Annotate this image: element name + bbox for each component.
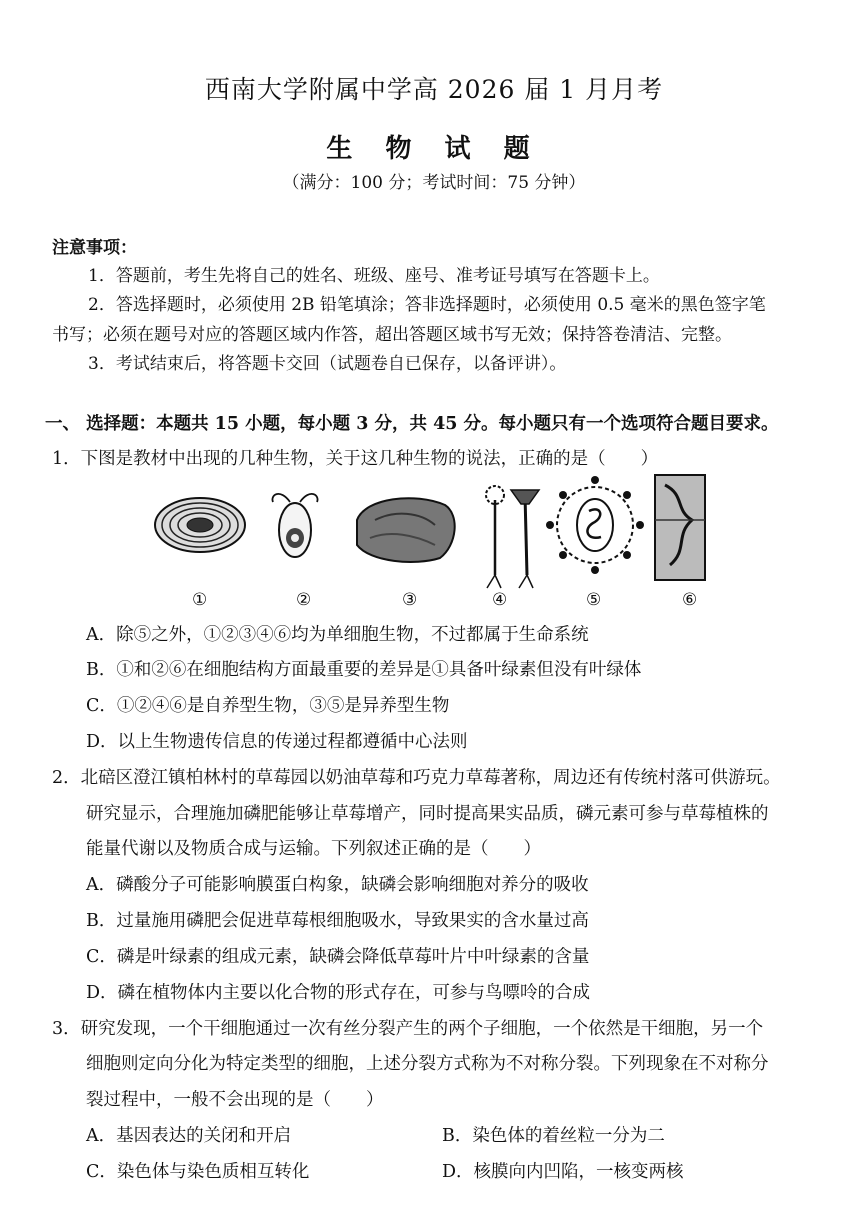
organism-6-image <box>655 475 705 580</box>
question-2-stem: 能量代谢以及物质合成与运输。下列叙述正确的是（ ） <box>86 839 541 859</box>
q1-option-b: B．①和②⑥在细胞结构方面最重要的差异是①具备叶绿素但没有叶绿体 <box>86 660 642 680</box>
organisms-illustration <box>150 470 720 615</box>
organism-5-image <box>546 476 644 574</box>
subject-title: 生 物 试 题 <box>326 134 542 164</box>
figure-label-6: ⑥ <box>682 590 698 610</box>
organism-1-image <box>155 498 245 552</box>
question-3-stem: 3．研究发现，一个干细胞通过一次有丝分裂产生的两个子细胞，一个依然是干细胞，另一个 <box>52 1019 764 1039</box>
figure-label-2: ② <box>296 590 312 610</box>
figure-label-5: ⑤ <box>586 590 602 610</box>
q2-option-d: D．磷在植物体内主要以化合物的形式存在，可参与鸟嘌呤的合成 <box>86 983 591 1003</box>
note-item: 1．答题前，考生先将自己的姓名、班级、座号、准考证号填写在答题卡上。 <box>88 266 660 286</box>
organism-2-image <box>272 494 317 557</box>
q2-option-a: A．磷酸分子可能影响膜蛋白构象，缺磷会影响细胞对养分的吸收 <box>86 875 589 895</box>
figure-label-4: ④ <box>492 590 508 610</box>
q3-option-b: B．染色体的着丝粒一分为二 <box>442 1126 665 1146</box>
exam-info: （满分：100 分；考试时间：75 分钟） <box>282 173 586 193</box>
q3-option-a: A．基因表达的关闭和开启 <box>86 1126 292 1146</box>
organisms-figure <box>150 470 720 615</box>
q1-option-d: D．以上生物遗传信息的传递过程都遵循中心法则 <box>86 732 468 752</box>
organism-4-image <box>486 486 539 588</box>
note-item: 2．答选择题时，必须使用 2B 铅笔填涂；答非选择题时，必须使用 0.5 毫米的黑色签字笔 <box>88 295 766 315</box>
q1-option-c: C．①②④⑥是自养型生物，③⑤是异养型生物 <box>86 696 450 716</box>
figure-label-3: ③ <box>402 590 418 610</box>
question-3-stem: 细胞则定向分化为特定类型的细胞，上述分裂方式称为不对称分裂。下列现象在不对称分 <box>86 1054 769 1074</box>
question-1-stem: 1．下图是教材中出现的几种生物，关于这几种生物的说法，正确的是（ ） <box>52 449 659 469</box>
q2-option-b: B．过量施用磷肥会促进草莓根细胞吸水，导致果实的含水量过高 <box>86 911 589 931</box>
question-3-stem: 裂过程中，一般不会出现的是（ ） <box>86 1090 384 1110</box>
section-heading: 一、 选择题：本题共 15 小题，每小题 3 分，共 45 分。每小题只有一个选项符合题目要求。 <box>45 414 779 434</box>
notes-heading: 注意事项： <box>52 238 137 258</box>
note-item: 书写；必须在题号对应的答题区域内作答，超出答题区域书写无效；保持答卷清洁、完整。 <box>52 325 732 345</box>
organism-3-image <box>357 498 455 562</box>
figure-label-1: ① <box>192 590 208 610</box>
exam-title: 西南大学附属中学高 2026 届 1 月月考 <box>204 75 664 104</box>
q2-option-c: C．磷是叶绿素的组成元素，缺磷会降低草莓叶片中叶绿素的含量 <box>86 947 590 967</box>
question-2-stem: 2．北碚区澄江镇柏林村的草莓园以奶油草莓和巧克力草莓著称，周边还有传统村落可供游玩。 <box>52 768 781 788</box>
question-2-stem: 研究显示，合理施加磷肥能够让草莓增产，同时提高果实品质，磷元素可参与草莓植株的 <box>86 804 769 824</box>
note-item: 3．考试结束后，将答题卡交回（试题卷自已保存，以备评讲）。 <box>88 354 567 374</box>
q3-option-d: D．核膜向内凹陷，一核变两核 <box>442 1162 684 1182</box>
q1-option-a: A．除⑤之外，①②③④⑥均为单细胞生物，不过都属于生命系统 <box>86 625 589 645</box>
q3-option-c: C．染色体与染色质相互转化 <box>86 1162 310 1182</box>
